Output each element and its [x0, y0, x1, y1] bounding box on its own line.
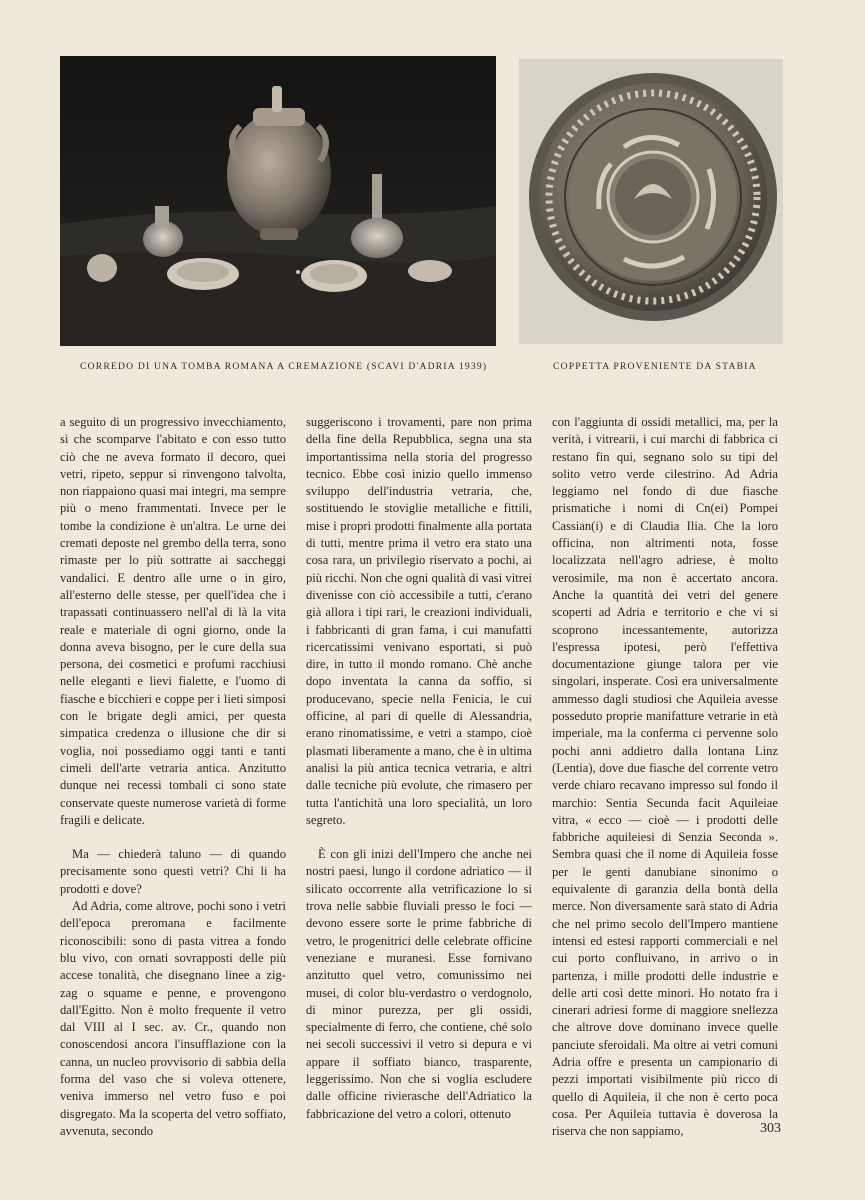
- text-column-2: [306, 414, 532, 1123]
- stabia-bowl-photo: [519, 59, 783, 344]
- jar-urn: [227, 86, 331, 240]
- col2-paragraph-1: suggeriscono i trovamenti, pare non prima della fine della Repubblica, segna una sta importantissima nella storia del progresso tecnico. Ebbe così inizio quello immenso sviluppo dell'industria vetraria, che, sostituendo le stoviglie metalliche e fittili, mise i propri prodotti finalmente alla portata di tutti, mentre prima il vetro era stato una cosa rara, un privilegio riservato a pochi, ai più ricchi. Non che ogni qualità di vasi vitrei divenisse con ciò accessibile a tutti, c'erano già allora i tipi rari, le creazioni individuali, i fabbricanti di gran fama, i cui manufatti ricercatissimi venivano esportati, si può dire, in tutto il mondo romano. Chè anche dopo inventata la canna da soffio, si producevano, specie nella Fenicia, le cui officine, al pari di quelle di Alessandria, erano rinomatissime, e vetri a stampo, cioè plasmati liberamente a mano, che è in ultima analisi la più antica tecnica vetraria, e altri dalle tecniche più evolute, che rimasero per tutta l'antichità una loro specialità, un loro segreto.: [306, 415, 532, 827]
- tomb-goods-illustration: [60, 56, 496, 346]
- col1-paragraph-3: Ad Adria, come altrove, pochi sono i vetri dell'epoca preromana e facilmente riconoscibili: sono di pasta vitrea a fondo blu vivo, con ornati sovrapposti delle più accese tonalità, che disegnano linee a zig-zag o squame e penne, e provengono dall'Egitto. Non è molto frequente il vetro dal VIII al I sec. av. Cr., quando non conoscendosi ancora l'insufflazione con la canna, un nucleo provvisorio di sabbia della forma del vaso che si voleva ottenere, veniva immerso nel vetro fuso e poi disgregato. Ma la scoperta del vetro soffiato, avvenuta, secondo: [60, 899, 286, 1138]
- small-cup: [87, 254, 117, 282]
- text-column-1: [60, 414, 286, 1140]
- col1-paragraph-2: Ma — chiederà taluno — di quando precisamente sono questi vetri? Chi li ha prodotti e dove?: [60, 847, 286, 896]
- tomb-goods-photo: [60, 56, 496, 346]
- col3-paragraph-1: con l'aggiunta di ossidi metallici, ma, per la verità, i vitrearii, i cui marchi di fabbrica ci restano fin qui, segnano solo su tipi del solito vetro verde cilestrino. Ad Adria leggiamo nel fondo di due fiasche prismatiche i nomi di Cn(ei) Pompei Cassian(i) e di Claudia Ilia. Che la loro officina, non altrimenti nota, fosse localizzata nell'agro adriese, è molto verosimile, ma non è accertato ancora. Anche la quantità dei vetri del genere scoperti ad Adria e territorio e che vi si scoprono incessantemente, autorizza l'espressa ipotesi, però l'effettiva documentazione giunge talora per vie singolari, insperate. Così era universalmente ammesso dagli studiosi che Aquileia avesse posseduto proprie manifatture vetrarie in età imperiale, ma la conferma ci pervenne solo pochi anni addietro dalla lontana Linz (Lentia), dove due fiasche del corrente vetro verde chiaro recavano impresso sul fondo il marchio: Sentia Secunda facit Aquileiae vitra, « ecco — cioè — i prodotti delle fabbriche aquileiesi di Senzia Seconda ». Sembra quasi che il nome di Aquileia fosse per le genti danubiane sinonimo o equivalente di garanzia della bontà della merce. Non diversamente sarà stato di Adria che nel primo secolo dell'Impero mantiene intensi ed estesi rapporti commerciali e nel cui porto confluivano, in arrivo o in partenza, i mille prodotti delle industrie e delle arti così dette minori. Ho notato fra i cinerari adriesi forme di maggiore snellezza che altrove dove dominano invece quelle panciute sferoidali. Ma oltre ai vetri comuni Adria offre e presenta un campionario di pezzi importati visibilmente più ricco di quello di Aquileia, il che non è certo poca cosa. Per Aquileia tuttavia è doverosa la riserva che non sappiamo,: [552, 415, 778, 1139]
- col2-paragraph-2: È con gli inizi dell'Impero che anche nei nostri paesi, lungo il cordone adriatico — il silicato occorrente alla vetrificazione lo si trova nelle sabbie fluviali presso le foci — devono essere sorte le prime fabbriche di vetro, le progenitrici delle celebrate officine veneziane e muranesi. Esse fornivano anzitutto quel vetro, comunissimo nei musei, di color blu-verdastro o verdognolo, di minor purezza, per gli ossidi, specialmente di ferro, che contiene, ché solo nei secoli successivi il vetro si depura e vi appare il soffiato bianco, trasparente, leggerissimo. Non che si voglia escludere dalle officine rivierasche dell'Adriatico la fabbricazione del vetro a colori, ottenuto: [306, 847, 532, 1121]
- page-number: 303: [760, 1121, 781, 1136]
- tomb-goods-caption: CORREDO DI UNA TOMBA ROMANA A CREMAZIONE (SCAVI D'ADRIA 1939): [80, 361, 488, 372]
- oil-lamp: [408, 260, 452, 282]
- col1-paragraph-1: a seguito di un progressivo invecchiamento, sì che scomparve l'abitato e con esso tutto ciò che ne aveva formato il decoro, quei vetri, ripeto, seppur si rinvengono talvolta, non riappaiono quasi mai integri, ma sempre più o meno frammentati. Invece per le tombe la condizione è un'altra. Le urne dei cremati deposte nel grembo della terra, sono rimaste per lo più sottratte ai saccheggi vandalici. E dentro alle urne o in giro, all'esterno delle stesse, per quell'idea che i trapassati continuassero nell'al di là la vita reale e materiale di ogni giorno, onde la donna aveva bisogno, per le cure della sua persona, dei cosmetici e profumi racchiusi nelle eleganti e lievi fialette, e l'uomo di fiasche e bicchieri e coppe per i lieti simposi con le brigate degli amici, per questa simpatica credenza o illusione che dir si voglia, noi possediamo oggi tanti e tanti cimeli dell'arte vetraria antica. Anzitutto dunque nei recessi tombali ci sono state conservate queste numerose varietà di forme fragili e delicate.: [60, 415, 286, 827]
- stabia-bowl-illustration: [519, 59, 783, 344]
- text-column-3: [552, 414, 778, 1140]
- stabia-bowl-caption: COPPETTA PROVENIENTE DA STABIA: [553, 361, 757, 372]
